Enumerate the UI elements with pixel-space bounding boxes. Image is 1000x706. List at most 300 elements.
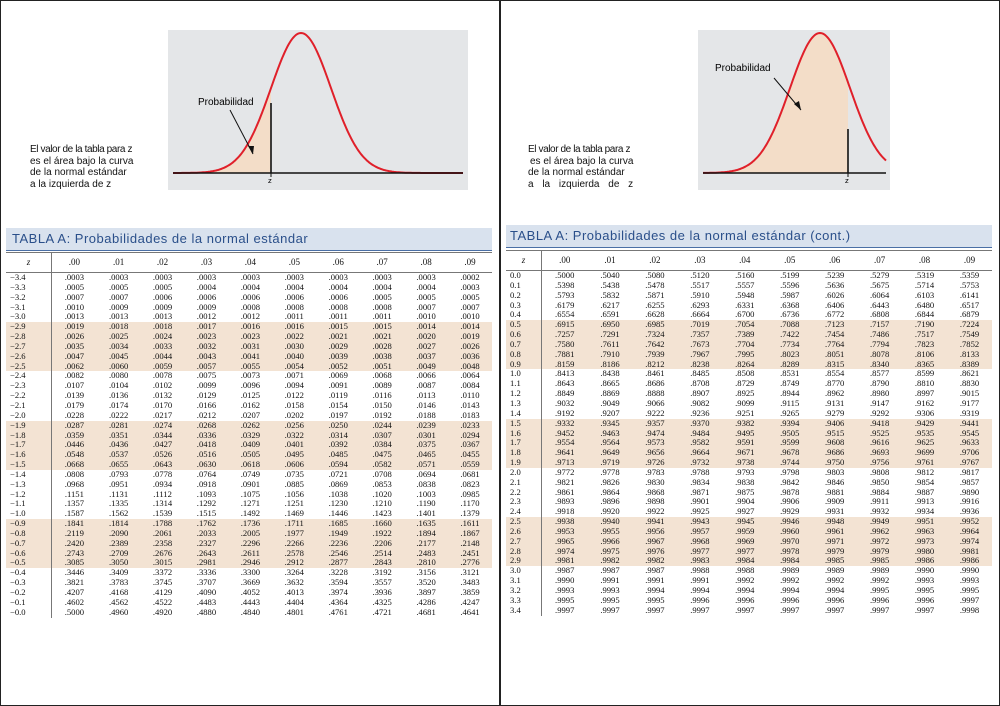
probability-cell: .0885 (284, 478, 304, 489)
probability-cell: .9981 (541, 556, 587, 566)
probability-cell: .1762 (185, 519, 229, 529)
z-value-cell: −0.5 (6, 558, 52, 568)
probability-cell: .0384 (360, 440, 404, 450)
probability-cell: .7157 (857, 320, 902, 330)
probability-cell: .5832 (600, 289, 620, 300)
probability-cell: .6772 (825, 309, 845, 320)
right-caption (528, 144, 633, 190)
probability-cell: .1685 (316, 519, 360, 529)
probability-cell: .9956 (632, 527, 677, 537)
probability-cell: .0012 (240, 311, 261, 322)
right-header-z: z (506, 251, 541, 271)
probability-cell: .0174 (108, 399, 129, 410)
probability-cell: .9599 (767, 438, 812, 448)
probability-cell: .5279 (869, 270, 890, 280)
probability-cell: .9982 (632, 556, 677, 566)
probability-cell: .0010 (416, 311, 436, 322)
probability-cell: .9808 (869, 466, 890, 477)
probability-cell: .0014 (404, 322, 448, 332)
probability-cell: .9382 (722, 419, 767, 429)
probability-cell: .0054 (272, 362, 316, 372)
probability-cell: .6217 (600, 299, 620, 310)
left-header-col: .09 (448, 253, 492, 273)
probability-cell: .0004 (240, 281, 261, 292)
probability-cell: .2451 (448, 549, 492, 559)
probability-cell: .0003 (372, 272, 392, 282)
probability-cell: .9693 (857, 448, 902, 458)
z-value-cell: 2.9 (506, 556, 541, 566)
probability-cell: .9988 (690, 565, 710, 576)
probability-cell: .0011 (372, 311, 392, 322)
z-value-cell: 2.0 (506, 468, 541, 478)
probability-cell: .2611 (228, 549, 272, 559)
right-header-col: .05 (767, 251, 812, 271)
z-value-cell: 1.3 (506, 399, 541, 409)
probability-cell: .0099 (196, 380, 217, 391)
probability-cell: .9993 (600, 585, 620, 595)
z-value-cell: −1.7 (6, 440, 52, 450)
probability-cell: .3859 (460, 587, 480, 597)
probability-cell: .9966 (588, 537, 633, 547)
z-value-cell: −2.8 (6, 332, 52, 342)
probability-cell: .0239 (404, 421, 448, 431)
probability-cell: .0582 (360, 460, 404, 470)
probability-cell: .0060 (97, 362, 141, 372)
probability-cell: .0004 (416, 281, 436, 292)
left-header-col: .06 (316, 253, 360, 273)
probability-cell: .0043 (185, 352, 229, 362)
z-value-cell: 0.0 (506, 271, 541, 281)
probability-cell: .9429 (902, 419, 947, 429)
probability-cell: .0793 (108, 468, 129, 479)
left-header-col: .02 (141, 253, 185, 273)
probability-cell: .8810 (914, 378, 935, 389)
probability-cell: .8051 (812, 350, 857, 360)
probability-cell: .0125 (240, 390, 261, 401)
probability-cell: .0009 (196, 301, 217, 312)
z-value-cell: 0.5 (506, 320, 541, 330)
left-header-col: .07 (360, 253, 404, 273)
probability-cell: .5000 (64, 606, 85, 617)
probability-cell: .6736 (780, 309, 800, 320)
probability-cell: .9893 (555, 496, 575, 507)
probability-cell: .0233 (448, 421, 492, 431)
probability-cell: .0548 (52, 450, 97, 460)
probability-cell: .0823 (460, 478, 480, 489)
probability-cell: .6628 (645, 309, 665, 320)
probability-cell: .0250 (316, 421, 360, 431)
probability-cell: .8749 (780, 378, 800, 389)
probability-cell: .1357 (64, 498, 85, 509)
probability-cell: .9441 (947, 419, 992, 429)
probability-cell: .0038 (360, 352, 404, 362)
probability-cell: .0057 (185, 362, 229, 372)
probability-cell: .9982 (588, 556, 633, 566)
probability-cell: .0005 (416, 291, 436, 302)
probability-cell: .4483 (196, 596, 217, 607)
probability-cell: .7734 (767, 340, 812, 350)
probability-cell: .1314 (152, 498, 173, 509)
probability-cell: .9993 (959, 575, 980, 586)
probability-cell: .1587 (64, 508, 85, 519)
probability-cell: .9991 (690, 575, 710, 586)
probability-cell: .0039 (316, 352, 360, 362)
left-probability-label: Probabilidad (198, 97, 254, 108)
probability-cell: .0968 (64, 478, 85, 489)
probability-cell: .9996 (869, 594, 890, 605)
probability-cell: .0003 (460, 281, 480, 292)
probability-cell: .0080 (108, 370, 129, 381)
z-value-cell: 2.1 (506, 478, 541, 488)
probability-cell: .9941 (632, 517, 677, 527)
probability-cell: .9997 (555, 604, 575, 615)
probability-cell: .9911 (870, 496, 890, 507)
probability-cell: .0179 (64, 399, 85, 410)
probability-cell: .3446 (64, 567, 85, 578)
z-value-cell: 1.0 (506, 369, 541, 379)
probability-cell: .9706 (947, 448, 992, 458)
probability-cell: .1736 (228, 519, 272, 529)
probability-cell: .8106 (902, 350, 947, 360)
probability-cell: .9850 (869, 476, 890, 487)
probability-cell: .9961 (812, 527, 857, 537)
probability-cell: .1056 (284, 488, 304, 499)
probability-cell: .5478 (645, 279, 665, 290)
probability-cell: .9953 (541, 527, 587, 537)
probability-cell: .9861 (555, 486, 575, 497)
probability-cell: .9938 (541, 517, 587, 527)
probability-cell: .1660 (360, 519, 404, 529)
probability-cell: .7881 (541, 350, 587, 360)
probability-cell: .0336 (185, 431, 229, 441)
probability-cell: .2358 (141, 539, 185, 549)
right-header-col: .02 (632, 251, 677, 271)
probability-cell: .9292 (869, 407, 890, 418)
probability-cell: .1020 (372, 488, 392, 499)
probability-cell: .0026 (52, 332, 97, 342)
probability-cell: .0307 (360, 431, 404, 441)
probability-cell: .9983 (677, 556, 722, 566)
probability-cell: .1492 (240, 508, 261, 519)
probability-cell: .9474 (632, 429, 677, 439)
probability-cell: .0694 (416, 468, 436, 479)
probability-cell: .9998 (959, 604, 980, 615)
probability-cell: .3015 (141, 558, 185, 568)
probability-cell: .9957 (677, 527, 722, 537)
z-value-cell: −0.8 (6, 529, 52, 539)
probability-cell: .3192 (372, 567, 392, 578)
right-z-table (506, 250, 992, 616)
probability-cell: .0013 (64, 311, 85, 322)
probability-cell: .1446 (328, 508, 348, 519)
probability-cell: .9997 (600, 604, 620, 615)
probability-cell: .3974 (328, 587, 348, 597)
probability-cell: .0764 (196, 468, 217, 479)
probability-cell: .8888 (645, 388, 665, 399)
probability-cell: .0045 (97, 352, 141, 362)
probability-cell: .0012 (196, 311, 217, 322)
probability-cell: .7704 (722, 340, 767, 350)
z-value-cell: 2.5 (506, 517, 541, 527)
probability-cell: .0003 (64, 272, 85, 282)
probability-cell: .9981 (947, 547, 992, 557)
probability-cell: .9946 (767, 517, 812, 527)
probability-cell: .9959 (722, 527, 767, 537)
probability-cell: .2483 (404, 549, 448, 559)
probability-cell: .1922 (360, 529, 404, 539)
probability-cell: .0005 (64, 281, 85, 292)
probability-cell: .1112 (153, 488, 172, 499)
probability-cell: .0003 (240, 272, 261, 282)
probability-cell: .0630 (185, 460, 229, 470)
z-value-cell: 2.6 (506, 527, 541, 537)
probability-cell: .2912 (272, 558, 316, 568)
probability-cell: .8508 (735, 368, 755, 379)
probability-cell: .0021 (360, 332, 404, 342)
probability-cell: .1814 (97, 519, 141, 529)
probability-cell: .0465 (404, 450, 448, 460)
probability-cell: .0222 (108, 409, 129, 420)
probability-cell: .9948 (812, 517, 857, 527)
probability-cell: .3050 (97, 558, 141, 568)
z-value-cell: 1.6 (506, 429, 541, 439)
probability-cell: .9357 (632, 419, 677, 429)
probability-cell: .9099 (735, 397, 755, 408)
probability-cell: .9992 (825, 575, 845, 586)
z-value-cell: 2.2 (506, 488, 541, 498)
probability-cell: .9671 (722, 448, 767, 458)
z-value-cell: −1.8 (6, 431, 52, 441)
probability-cell: .9996 (780, 594, 800, 605)
probability-cell: .9370 (677, 419, 722, 429)
probability-cell: .7257 (541, 330, 587, 340)
z-value-cell: 2.4 (506, 507, 541, 517)
z-value-cell: −2.7 (6, 342, 52, 352)
probability-cell: .0516 (185, 450, 229, 460)
probability-cell: .9992 (869, 575, 890, 586)
z-value-cell: −0.7 (6, 539, 52, 549)
probability-cell: .9049 (600, 397, 620, 408)
probability-cell: .0256 (272, 421, 316, 431)
probability-cell: .5160 (735, 270, 755, 280)
probability-cell: .2389 (97, 539, 141, 549)
probability-cell: .0006 (152, 291, 173, 302)
probability-cell: .0008 (328, 301, 348, 312)
probability-cell: .2843 (360, 558, 404, 568)
probability-cell: .1401 (416, 508, 436, 519)
probability-cell: .2005 (228, 529, 272, 539)
probability-cell: .3897 (416, 587, 436, 597)
probability-cell: .7454 (812, 330, 857, 340)
probability-cell: .2033 (185, 529, 229, 539)
probability-cell: .6026 (825, 289, 845, 300)
probability-cell: .0025 (97, 332, 141, 342)
probability-cell: .9995 (600, 594, 620, 605)
probability-cell: .9997 (735, 604, 755, 615)
z-value-cell: 2.7 (506, 537, 541, 547)
probability-cell: .1075 (240, 488, 261, 499)
probability-cell: .0294 (448, 431, 492, 441)
probability-cell: .0004 (284, 281, 304, 292)
probability-cell: .9971 (812, 537, 857, 547)
probability-cell: .7642 (632, 340, 677, 350)
probability-cell: .7995 (722, 350, 767, 360)
probability-cell: .0031 (228, 342, 272, 352)
probability-cell: .8461 (645, 368, 665, 379)
probability-cell: .8264 (722, 360, 767, 370)
probability-cell: .2236 (316, 539, 360, 549)
probability-cell: .0068 (372, 370, 392, 381)
probability-cell: .9965 (541, 537, 587, 547)
left-caption-line: es el área bajo la curva (30, 155, 134, 167)
probability-cell: .5557 (735, 279, 755, 290)
probability-cell: .9934 (914, 506, 935, 517)
probability-cell: .9826 (600, 476, 620, 487)
probability-cell: .5199 (780, 270, 800, 280)
probability-cell: .0146 (416, 399, 436, 410)
probability-cell: .9625 (902, 438, 947, 448)
probability-cell: .9545 (947, 429, 992, 439)
probability-cell: .5438 (600, 279, 620, 290)
probability-cell: .8413 (555, 368, 575, 379)
probability-cell: .9887 (914, 486, 935, 497)
probability-cell: .9973 (902, 537, 947, 547)
probability-cell: .6591 (600, 309, 620, 320)
probability-cell: .0934 (152, 478, 173, 489)
probability-cell: .5040 (600, 270, 620, 280)
probability-cell: .5987 (780, 289, 800, 300)
probability-cell: .1562 (108, 508, 129, 519)
probability-cell: .9985 (857, 556, 902, 566)
probability-cell: .1093 (196, 488, 217, 499)
probability-cell: .0409 (228, 440, 272, 450)
right-header-col: .00 (541, 251, 587, 271)
left-normal-curve-figure (168, 30, 468, 202)
probability-cell: .9750 (812, 458, 857, 468)
probability-cell: .9990 (959, 565, 980, 576)
probability-cell: .1469 (284, 508, 304, 519)
probability-cell: .9918 (555, 506, 575, 517)
left-header-col: .03 (185, 253, 229, 273)
z-value-cell: 1.4 (506, 409, 541, 419)
probability-cell: .8186 (588, 360, 633, 370)
probability-cell: .0008 (372, 301, 392, 312)
probability-cell: .4562 (108, 596, 129, 607)
probability-cell: .9975 (588, 547, 633, 557)
z-value-cell: −2.5 (6, 362, 52, 372)
probability-cell: .9319 (959, 407, 980, 418)
z-value-cell: 1.7 (506, 438, 541, 448)
probability-cell: .6554 (555, 309, 575, 320)
probability-cell: .0003 (108, 272, 129, 282)
probability-cell: .7486 (857, 330, 902, 340)
probability-cell: .6915 (541, 320, 587, 330)
z-value-cell: 0.6 (506, 330, 541, 340)
z-value-cell: −1.0 (6, 509, 52, 519)
probability-cell: .9987 (555, 565, 575, 576)
probability-cell: .5080 (645, 270, 665, 280)
probability-cell: .0006 (328, 291, 348, 302)
probability-cell: .9817 (959, 466, 980, 477)
probability-cell: .6103 (914, 289, 935, 300)
probability-cell: .9979 (812, 547, 857, 557)
probability-cell: .2578 (272, 549, 316, 559)
probability-cell: .9147 (869, 397, 890, 408)
probability-cell: .0037 (404, 352, 448, 362)
probability-cell: .0015 (360, 322, 404, 332)
probability-cell: .9997 (780, 604, 800, 615)
probability-cell: .1867 (448, 529, 492, 539)
probability-cell: .9994 (690, 585, 710, 595)
z-value-cell: 0.9 (506, 360, 541, 370)
probability-cell: .9909 (825, 496, 845, 507)
left-header-col: .01 (97, 253, 141, 273)
probability-cell: .0004 (328, 281, 348, 292)
z-value-cell: 1.1 (506, 379, 541, 389)
probability-cell: .0314 (316, 431, 360, 441)
probability-cell: .4364 (328, 596, 348, 607)
probability-cell: .9678 (767, 448, 812, 458)
probability-cell: .0007 (460, 301, 480, 312)
probability-cell: .0571 (404, 460, 448, 470)
probability-cell: .0869 (328, 478, 348, 489)
probability-cell: .3707 (196, 577, 217, 588)
probability-cell: .0089 (372, 380, 392, 391)
z-value-cell: 2.8 (506, 547, 541, 557)
table-row (6, 608, 492, 618)
probability-cell: .0485 (316, 450, 360, 460)
probability-cell: .9913 (914, 496, 935, 507)
probability-cell: .0681 (460, 468, 480, 479)
probability-cell: .0073 (240, 370, 261, 381)
probability-cell: .9854 (914, 476, 935, 487)
probability-cell: .9974 (541, 547, 587, 557)
probability-cell: .2206 (360, 539, 404, 549)
probability-cell: .5793 (555, 289, 575, 300)
probability-cell: .8023 (767, 350, 812, 360)
probability-cell: .7324 (632, 330, 677, 340)
probability-cell: .0154 (328, 399, 348, 410)
probability-cell: .0375 (404, 440, 448, 450)
probability-cell: .9868 (645, 486, 665, 497)
probability-cell: .0104 (108, 380, 129, 391)
probability-cell: .9846 (825, 476, 845, 487)
z-value-cell: −1.4 (6, 470, 52, 480)
probability-cell: .9997 (645, 604, 665, 615)
probability-cell: .0069 (328, 370, 348, 381)
probability-cell: .0951 (108, 478, 129, 489)
probability-cell: .0041 (228, 352, 272, 362)
z-value-cell: 3.0 (506, 566, 541, 576)
z-value-cell: 0.4 (506, 310, 541, 320)
probability-cell: .2514 (360, 549, 404, 559)
probability-cell: .9793 (735, 466, 755, 477)
probability-cell: .0035 (52, 342, 97, 352)
probability-cell: .0091 (328, 380, 348, 391)
probability-cell: .9901 (690, 496, 710, 507)
probability-cell: .9713 (541, 458, 587, 468)
probability-cell: .9989 (780, 565, 800, 576)
probability-cell: .4090 (196, 587, 217, 597)
probability-cell: .0062 (52, 362, 97, 372)
probability-cell: .1003 (416, 488, 436, 499)
probability-cell: .9821 (555, 476, 575, 487)
probability-cell: .9920 (600, 506, 620, 517)
probability-cell: .0003 (328, 272, 348, 282)
probability-cell: .0024 (141, 332, 185, 342)
probability-cell: .0002 (460, 272, 480, 282)
probability-cell: .0188 (416, 409, 436, 420)
